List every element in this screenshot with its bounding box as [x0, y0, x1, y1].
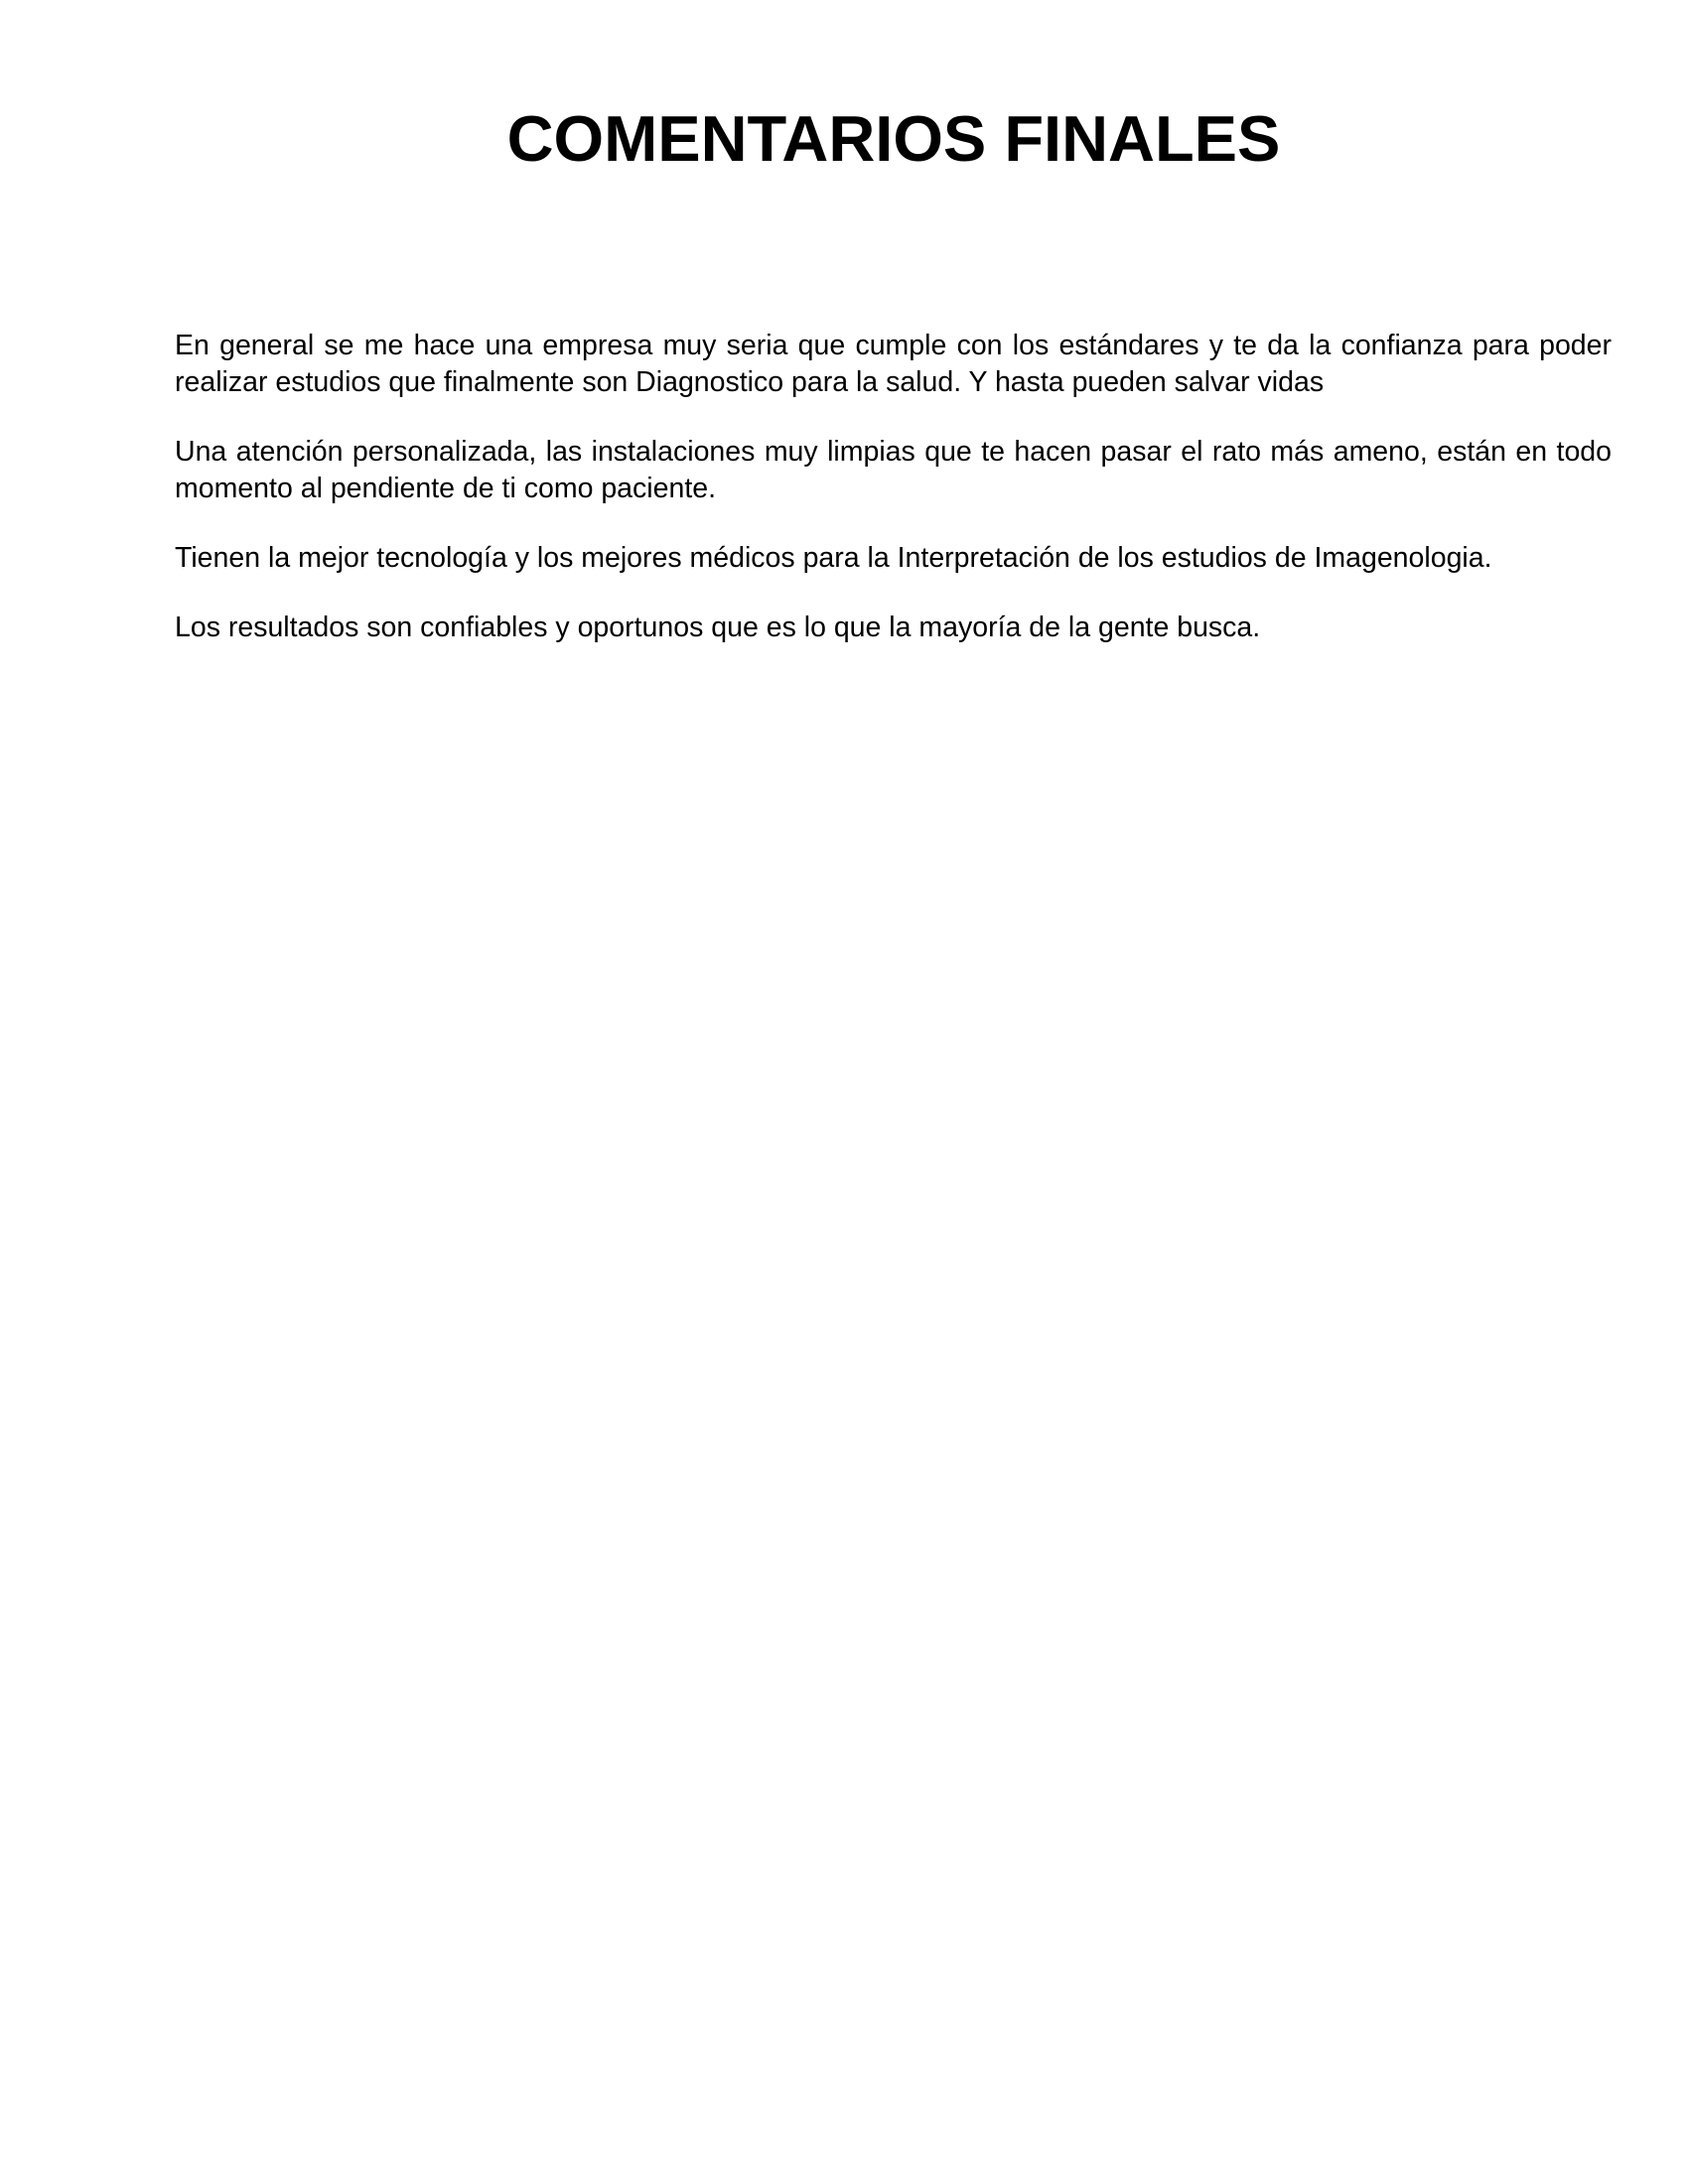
paragraph-personalized-attention: Una atención personalizada, las instalaciones muy limpias que te hacen pasar el rato más ameno, están en todo momento al pendiente de ti como paciente.: [175, 436, 1612, 504]
comments-body: [175, 328, 1612, 679]
paragraph-general-impression: En general se me hace una empresa muy seria que cumple con los estándares y te da la confianza para poder realizar estudios que finalmente son Diagnostico para la salud. Y hasta pueden salvar vidas: [175, 330, 1612, 398]
paragraph-reliable-results: Los resultados son confiables y oportunos que es lo que la mayoría de la gente busca.: [175, 612, 1261, 643]
paragraph-technology-doctors: Tienen la mejor tecnología y los mejores médicos para la Interpretación de los estudios de Imagenologia.: [175, 542, 1492, 574]
page-title: COMENTARIOS FINALES: [506, 102, 1281, 175]
